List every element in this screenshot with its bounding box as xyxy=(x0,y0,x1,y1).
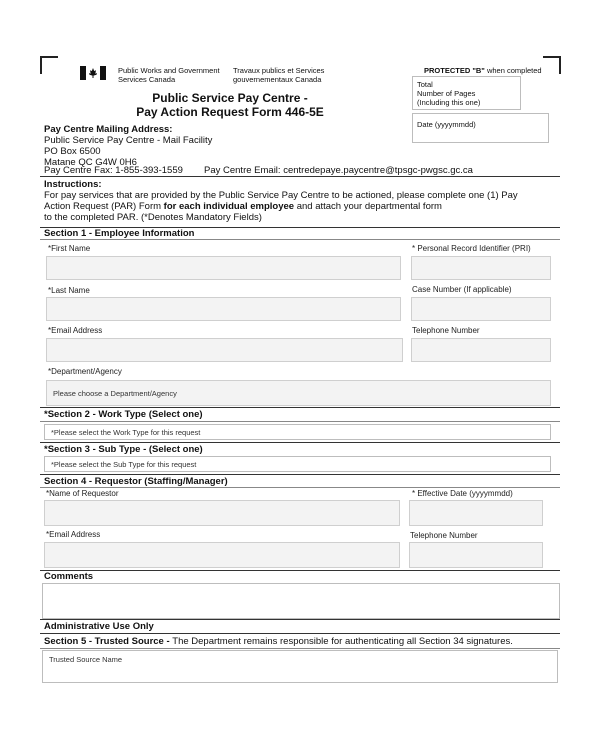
requestor-telephone-input[interactable] xyxy=(409,542,543,568)
email-label: *Email Address xyxy=(48,326,103,335)
email-input[interactable] xyxy=(46,338,403,362)
divider xyxy=(40,176,560,177)
department-select[interactable]: Please choose a Department/Agency xyxy=(46,380,551,406)
last-name-label: *Last Name xyxy=(48,286,90,295)
last-name-input[interactable] xyxy=(46,297,401,321)
effective-date-input[interactable] xyxy=(409,500,543,526)
divider xyxy=(40,570,560,571)
case-number-input[interactable] xyxy=(411,297,551,321)
requestor-name-label: *Name of Requestor xyxy=(46,489,119,498)
sub-type-select[interactable]: *Please select the Sub Type for this request xyxy=(44,456,551,472)
pay-centre-fax: Pay Centre Fax: 1-855-393-1559 xyxy=(44,165,183,176)
divider xyxy=(40,442,560,443)
pay-centre-email: Pay Centre Email: centredepaye.paycentre@tpsgc-pwgsc.gc.ca xyxy=(204,165,473,176)
divider xyxy=(40,487,560,488)
divider xyxy=(40,421,560,422)
department-name-fr: Travaux publics et Services gouvernementaux Canada xyxy=(233,66,325,84)
section-3-title: *Section 3 - Sub Type - (Select one) xyxy=(44,444,203,455)
page-title: Public Service Pay Centre - Pay Action Request Form 446-5E xyxy=(136,91,324,119)
trusted-source-name-input[interactable]: Trusted Source Name xyxy=(42,650,558,683)
divider xyxy=(40,239,560,240)
protected-label: PROTECTED "B" when completed xyxy=(424,66,542,75)
department-label: *Department/Agency xyxy=(48,367,122,376)
requestor-telephone-label: Telephone Number xyxy=(410,531,478,540)
divider xyxy=(40,619,560,620)
department-name-en: Public Works and Government Services Canada xyxy=(118,66,220,84)
mailing-address: Pay Centre Mailing Address: Public Service Pay Centre - Mail Facility PO Box 6500 Matane QC G4W 0H6 xyxy=(44,124,213,168)
requestor-email-label: *Email Address xyxy=(46,530,101,539)
section-5-heading: Section 5 - Trusted Source - The Department remains responsible for authenticating all Section 34 signatures. xyxy=(44,636,513,647)
total-pages-box[interactable]: Total Number of Pages (Including this one) xyxy=(412,76,521,110)
section-4-title: Section 4 - Requestor (Staffing/Manager) xyxy=(44,476,228,487)
canada-flag-icon xyxy=(80,66,106,80)
first-name-label: *First Name xyxy=(48,244,91,253)
requestor-email-input[interactable] xyxy=(44,542,400,568)
divider xyxy=(40,407,560,408)
telephone-input[interactable] xyxy=(411,338,551,362)
telephone-label: Telephone Number xyxy=(412,326,480,335)
work-type-select[interactable]: *Please select the Work Type for this request xyxy=(44,424,551,440)
date-box[interactable]: Date (yyyymmdd) xyxy=(412,113,549,143)
divider xyxy=(40,633,560,634)
comments-input[interactable] xyxy=(42,583,560,619)
requestor-name-input[interactable] xyxy=(44,500,400,526)
divider xyxy=(40,474,560,475)
instructions: Instructions: For pay services that are provided by the Public Service Pay Centre to be actioned, please complete one (1) Pay Action Request (PAR) Form for each individual employee and attach your departmental form to the completed PAR. (*Denotes Mandatory Fields) xyxy=(44,179,518,223)
pri-label: * Personal Record Identifier (PRI) xyxy=(412,244,531,253)
section-1-title: Section 1 - Employee Information xyxy=(44,228,195,239)
admin-use-title: Administrative Use Only xyxy=(44,621,154,632)
section-2-title: *Section 2 - Work Type (Select one) xyxy=(44,409,203,420)
comments-title: Comments xyxy=(44,571,94,582)
divider xyxy=(40,648,560,649)
first-name-input[interactable] xyxy=(46,256,401,280)
corner-mark-top-left xyxy=(40,56,58,74)
case-number-label: Case Number (If applicable) xyxy=(412,285,512,294)
pri-input[interactable] xyxy=(411,256,551,280)
effective-date-label: * Effective Date (yyyymmdd) xyxy=(412,489,513,498)
corner-mark-top-right xyxy=(543,56,561,74)
